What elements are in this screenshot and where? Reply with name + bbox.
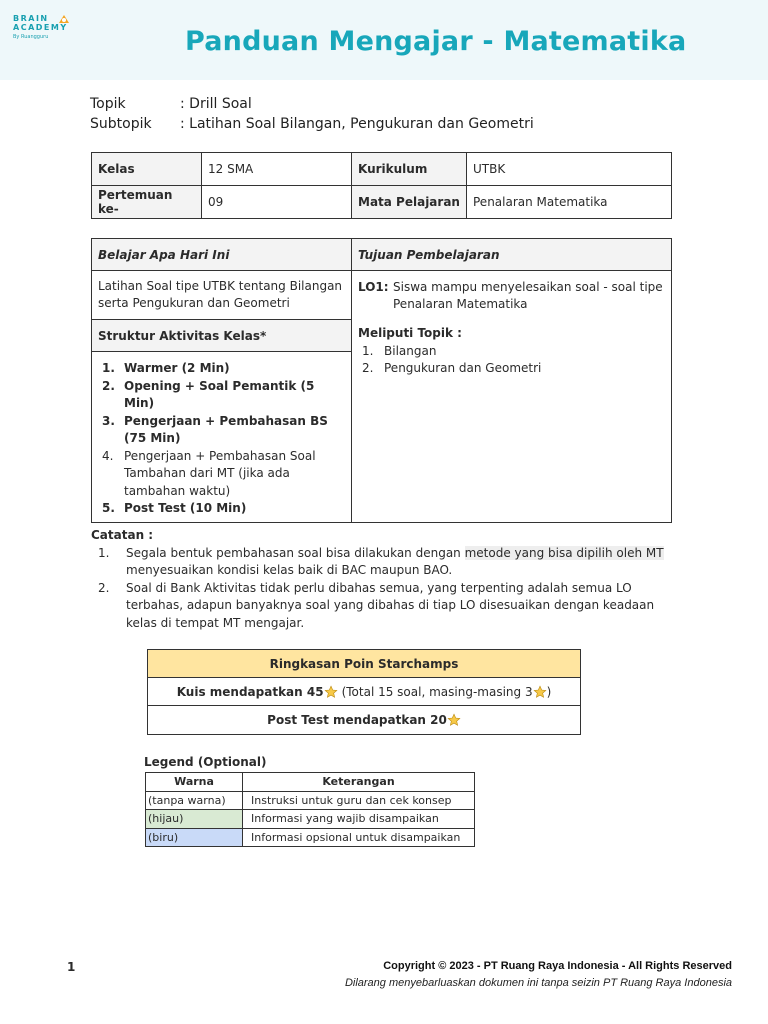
activity-number: 4.	[102, 448, 114, 463]
right-column	[352, 239, 671, 522]
legend-description-cell: Informasi yang wajib disampaikan	[243, 810, 475, 829]
topic-number: 2.	[362, 361, 374, 375]
pertemuan-label: Pertemuan ke-	[92, 186, 202, 219]
legend-col-warna: Warna	[146, 773, 243, 792]
struktur-header: Struktur Aktivitas Kelas*	[92, 320, 351, 352]
kurikulum-label: Kurikulum	[352, 153, 467, 186]
logo-subtext: By Ruangguru	[13, 34, 49, 40]
table-row	[146, 773, 475, 792]
post-test-points: Post Test mendapatkan 20	[267, 713, 447, 727]
star-icon	[533, 685, 547, 699]
lo-text-1: Siswa mampu menyelesaikan soal - soal tipe	[393, 280, 663, 294]
mapel-value: Penalaran Matematika	[467, 186, 672, 219]
subtopik-label: Subtopik	[90, 116, 152, 132]
note-number: 2.	[98, 580, 110, 595]
logo-line-1: BRAIN	[13, 14, 49, 23]
list-item	[98, 448, 345, 501]
copyright-text: Copyright © 2023 - PT Ruang Raya Indonesia - All Rights Reserved	[383, 960, 732, 972]
topic-text: Pengukuran dan Geometri	[384, 361, 542, 375]
topic-list	[358, 343, 665, 378]
subtopik-value: : Latihan Soal Bilangan, Pengukuran dan Geometri	[180, 116, 534, 132]
list-item	[98, 413, 345, 448]
activity-number: 2.	[102, 378, 115, 393]
list-item	[358, 360, 665, 378]
meta-info	[90, 94, 534, 134]
legend-description-cell: Informasi opsional untuk disampaikan	[243, 828, 475, 847]
list-item	[91, 545, 681, 580]
activity-number: 5.	[102, 501, 115, 515]
activity-text: Opening + Soal Pemantik (5 Min)	[124, 378, 315, 410]
highlighted-text: metode yang bisa dipilih oleh MT	[464, 545, 664, 560]
list-item	[358, 343, 665, 361]
logo-line-2: ACADEMY	[13, 23, 68, 32]
topik-row	[90, 94, 534, 114]
starchamps-header: Ringkasan Poin Starchamps	[148, 650, 580, 678]
lo-text-2: Penalaran Matematika	[393, 297, 528, 311]
list-item	[98, 500, 345, 518]
legend-title: Legend (Optional)	[144, 755, 267, 769]
note-text: Segala bentuk pembahasan soal bisa dilakukan dengan metode yang bisa dipilih oleh MT menyesuaikan kondisi kelas baik di BAC maupun BAO.	[126, 545, 664, 577]
kurikulum-value: UTBK	[467, 153, 672, 186]
belajar-header: Belajar Apa Hari Ini	[92, 239, 351, 271]
belajar-text: Latihan Soal tipe UTBK tentang Bilangan serta Pengukuran dan Geometri	[92, 271, 351, 320]
note-number: 1.	[98, 545, 110, 560]
legend-color-cell: (tanpa warna)	[146, 791, 243, 810]
page-header	[0, 0, 768, 80]
meliputi-label: Meliputi Topik :	[358, 326, 462, 340]
table-row	[146, 791, 475, 810]
star-icon	[324, 685, 338, 699]
activity-text: Warmer (2 Min)	[124, 361, 230, 375]
activity-number: 1.	[102, 361, 115, 375]
activity-list	[92, 352, 351, 522]
topik-value: : Drill Soal	[180, 96, 252, 112]
topic-scope	[352, 313, 671, 378]
list-item	[98, 378, 345, 413]
kelas-label: Kelas	[92, 153, 202, 186]
legend-color-cell: (biru)	[146, 828, 243, 847]
starchamps-table	[147, 649, 581, 735]
subtopik-row	[90, 114, 534, 134]
notes-section	[91, 527, 681, 632]
list-item	[91, 580, 681, 633]
activity-text: Post Test (10 Min)	[124, 501, 247, 515]
note-text: Soal di Bank Aktivitas tidak perlu dibahas semua, yang terpenting adalah semua LO terbahas, adapun banyaknya soal yang dibahas di tiap LO disesuaikan dengan keadaan kelas di tempat MT mengajar.	[126, 580, 655, 630]
tujuan-header: Tujuan Pembelajaran	[352, 239, 671, 271]
activity-number: 3.	[102, 413, 115, 428]
brain-icon	[57, 13, 71, 25]
table-row	[92, 153, 672, 186]
topic-number: 1.	[362, 343, 374, 358]
legend-col-keterangan: Keterangan	[243, 773, 475, 792]
left-column	[92, 239, 352, 522]
learning-objective	[352, 271, 671, 313]
class-info-table	[91, 152, 672, 219]
table-row	[92, 186, 672, 219]
lesson-plan-table	[91, 238, 672, 523]
topic-text: Bilangan	[384, 343, 437, 358]
page-number: 1	[67, 960, 76, 974]
list-item	[98, 360, 345, 378]
pertemuan-value: 09	[202, 186, 352, 219]
post-test-row	[148, 706, 580, 734]
mapel-label: Mata Pelajaran	[352, 186, 467, 219]
table-row	[146, 828, 475, 847]
kuis-row	[148, 678, 580, 706]
legend-color-cell: (hijau)	[146, 810, 243, 829]
topik-label: Topik	[90, 96, 126, 112]
page-title: Panduan Mengajar - Matematika	[185, 26, 687, 57]
table-row	[146, 810, 475, 829]
lo-key: LO1:	[358, 280, 389, 294]
star-icon	[447, 713, 461, 727]
legend-table	[145, 772, 475, 847]
kuis-note-close: )	[546, 684, 552, 699]
notes-title: Catatan :	[91, 528, 154, 542]
activity-text: Pengerjaan + Pembahasan Soal Tambahan dari MT (jika ada tambahan waktu)	[124, 448, 316, 498]
disclaimer-text: Dilarang menyebarluaskan dokumen ini tanpa seizin PT Ruang Raya Indonesia	[344, 977, 732, 989]
kuis-note: (Total 15 soal, masing-masing 3	[341, 684, 533, 699]
kelas-value: 12 SMA	[202, 153, 352, 186]
activity-text: Pengerjaan + Pembahasan BS (75 Min)	[124, 413, 328, 445]
kuis-points: Kuis mendapatkan 45	[176, 684, 324, 699]
legend-description-cell: Instruksi untuk guru dan cek konsep	[243, 791, 475, 810]
